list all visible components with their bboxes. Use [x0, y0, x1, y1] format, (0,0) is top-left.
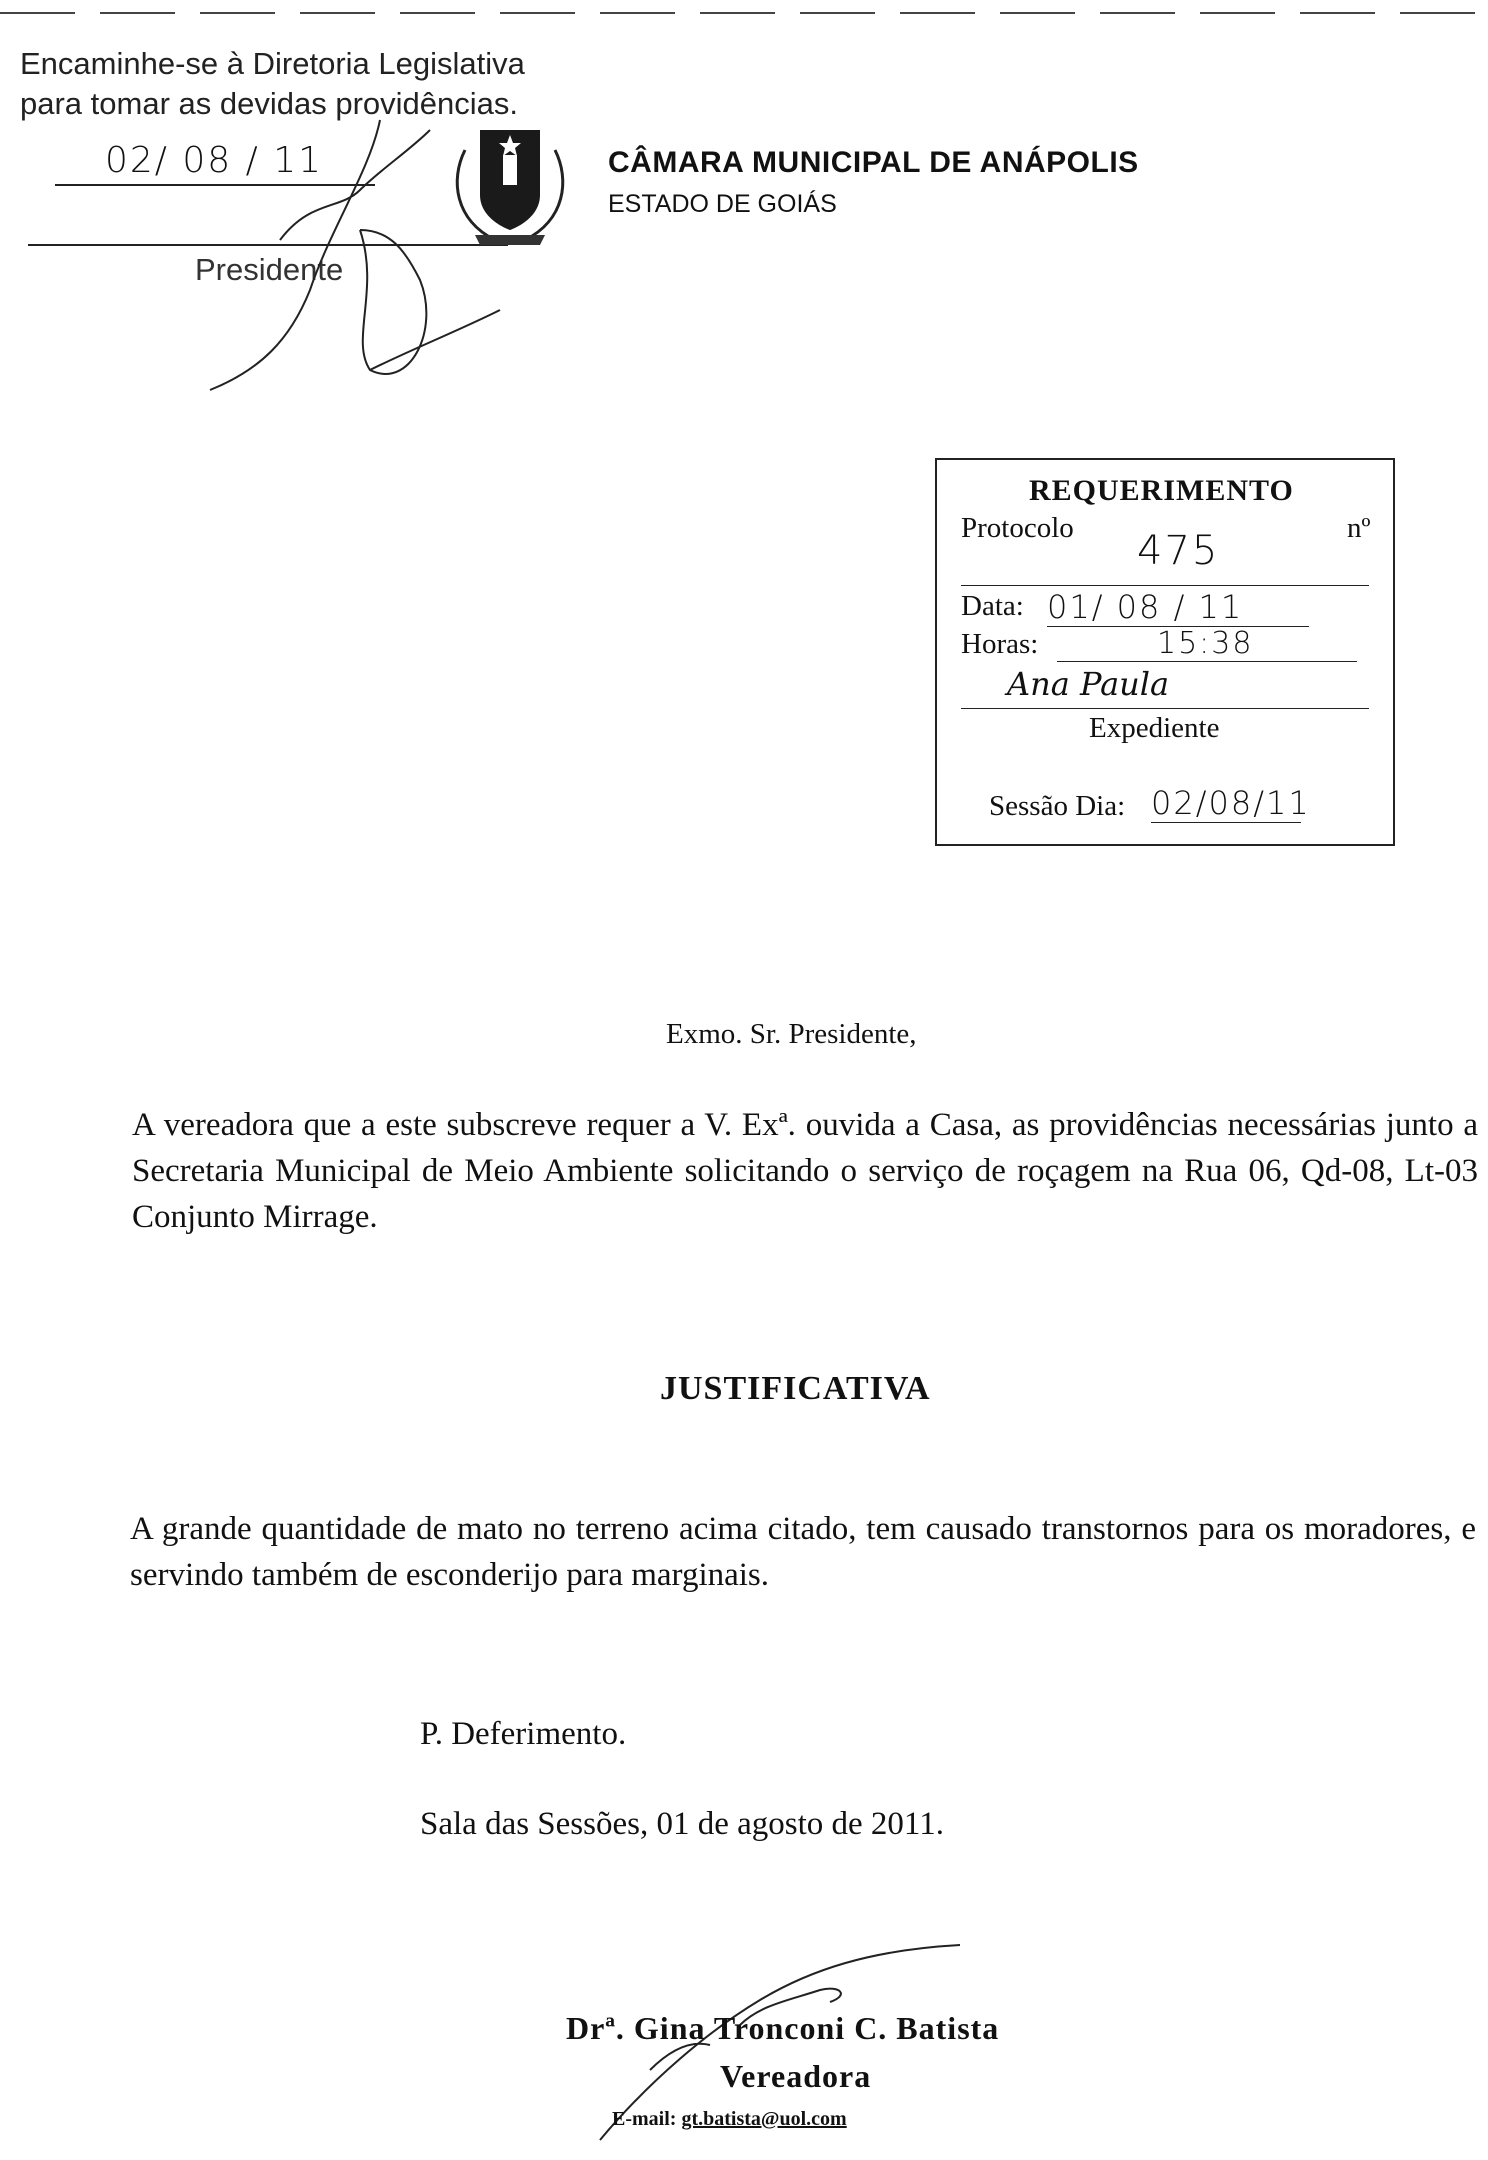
protocolo-line	[961, 585, 1369, 586]
request-paragraph: A vereadora que a este subscreve requer a V. Exª. ouvida a Casa, as providências necessárias junto a Secretaria Municipal de Meio Ambiente solicitando o serviço de roçagem na Rua 06, Qd-08, Lt-03 Conjunto Mirrage.	[132, 1107, 1478, 1235]
expediente-signature: Ana Paula	[1007, 665, 1170, 703]
stamp-line-2: para tomar as devidas providências.	[20, 86, 518, 121]
email-label: E-mail:	[612, 2108, 677, 2130]
protocolo-number: 475	[1137, 528, 1220, 574]
deferimento-text: P. Deferimento.	[420, 1716, 627, 1752]
page-subtitle: ESTADO DE GOIÁS	[608, 190, 837, 218]
stamp-date: 02/ 08 / 11	[105, 140, 324, 181]
numero-label: nº	[1347, 512, 1371, 544]
email-link[interactable]: gt.batista@uol.com	[681, 2108, 847, 2130]
sala-das-sessoes-text: Sala das Sessões, 01 de agosto de 2011.	[420, 1806, 944, 1842]
horas-label: Horas:	[961, 628, 1039, 660]
expediente-line	[961, 708, 1369, 709]
data-label: Data:	[961, 590, 1024, 622]
municipal-coat-of-arms-icon	[445, 110, 575, 250]
data-value: 01/ 08 / 11	[1047, 588, 1309, 627]
justificativa-paragraph: A grande quantidade de mato no terreno acima citado, tem causado transtornos para os moradores, e servindo também de esconderijo para marginais.	[130, 1511, 1476, 1593]
stamp-line-1: Encaminhe-se à Diretoria Legislativa	[20, 46, 525, 81]
protocolo-label: Protocolo	[961, 512, 1074, 544]
page-title: CÂMARA MUNICIPAL DE ANÁPOLIS	[608, 146, 1139, 179]
justificativa-title: JUSTIFICATIVA	[660, 1370, 931, 1407]
top-border-line	[0, 12, 1488, 14]
horas-value: 15:38	[1057, 626, 1357, 662]
sessao-label: Sessão Dia:	[989, 790, 1126, 822]
stamp-signature-label: Presidente	[195, 252, 344, 287]
requerimento-title: REQUERIMENTO	[1029, 474, 1294, 507]
vereadora-name: Drª. Gina Tronconi C. Batista	[566, 2010, 1000, 2046]
sessao-value: 02/08/11	[1151, 784, 1311, 822]
salutation: Exmo. Sr. Presidente,	[666, 1018, 917, 1050]
vereadora-role: Vereadora	[720, 2058, 872, 2094]
email-row	[612, 2108, 847, 2131]
requerimento-box	[935, 458, 1395, 846]
expediente-label: Expediente	[1089, 712, 1220, 744]
